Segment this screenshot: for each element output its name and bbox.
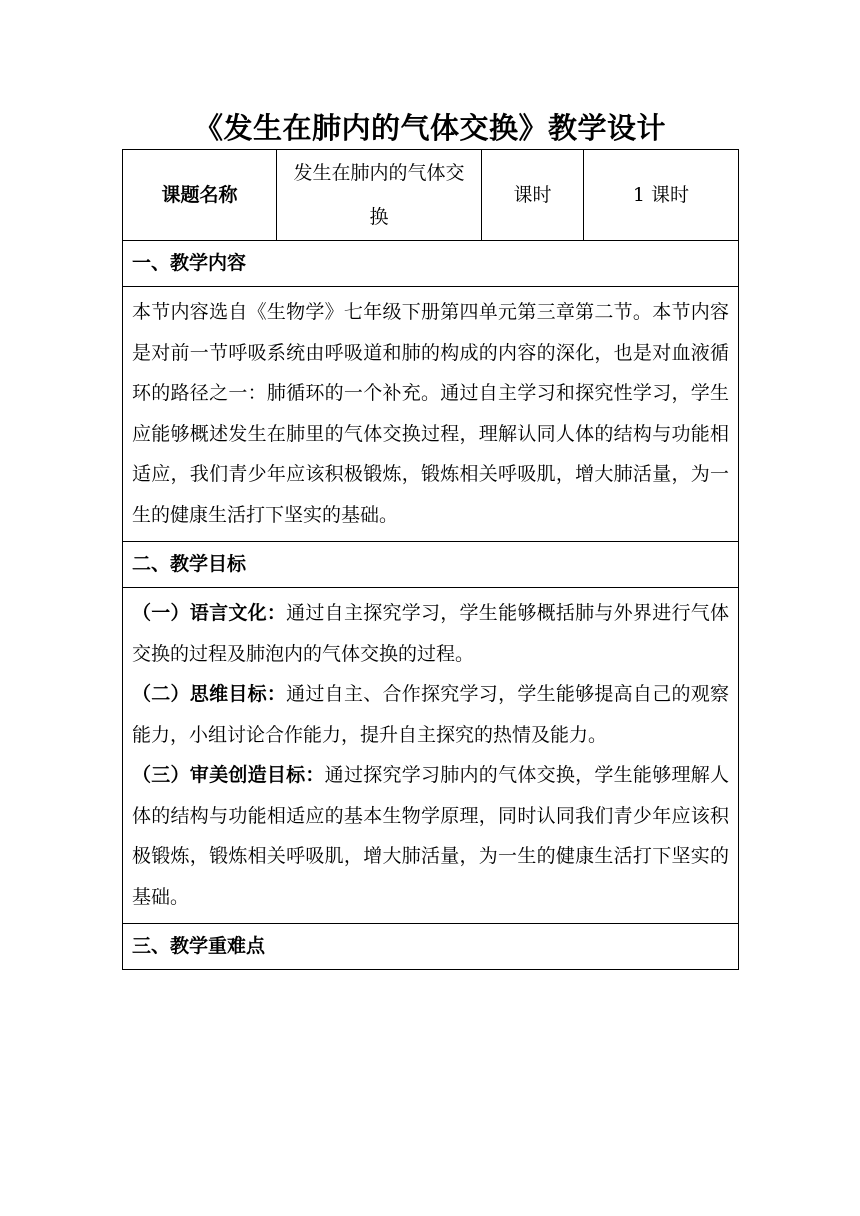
section-heading-objectives: 二、教学目标: [123, 542, 739, 588]
objectives-body-cell: [123, 588, 739, 924]
objective-item: [132, 674, 729, 755]
content-body-cell: [123, 287, 739, 542]
objective-text: 通过探究学习肺内的气体交换，学生能够理解人体的结构与功能相适应的基本生物学原理，同时认同我们青少年应该积极锻炼，锻炼相关呼吸肌，增大肺活量，为一生的健康生活打下坚实的基础。: [132, 764, 729, 908]
section-heading-content: 一、教学内容: [123, 241, 739, 287]
objective-label: （三）审美创造目标：: [132, 764, 325, 786]
objective-label: （二）思维目标：: [132, 683, 287, 705]
objective-text: 通过自主探究学习，学生能够概括肺与外界进行气体交换的过程及肺泡内的气体交换的过程。: [132, 602, 729, 665]
topic-label: 课题名称: [123, 150, 277, 241]
document-title: 《发生在肺内的气体交换》教学设计: [193, 111, 666, 145]
objective-label: （一）语言文化：: [132, 602, 287, 624]
objective-item: [132, 755, 729, 917]
objective-item: [132, 593, 729, 674]
objective-text: 通过自主、合作探究学习，学生能够提高自己的观察能力，小组讨论合作能力，提升自主探究的热情及能力。: [132, 683, 729, 746]
header-row: [123, 150, 739, 241]
content-paragraph: 本节内容选自《生物学》七年级下册第四单元第三章第二节。本节内容是对前一节呼吸系统由呼吸道和肺的构成的内容的深化，也是对血液循环的路径之一：肺循环的一个补充。通过自主学习和探究性学习，学生应能够概述发生在肺里的气体交换过程，理解认同人体的结构与功能相适应，我们青少年应该积极锻炼，锻炼相关呼吸肌，增大肺活量，为一生的健康生活打下坚实的基础。: [132, 301, 729, 526]
topic-value: 发生在肺内的气体交换: [277, 150, 482, 241]
section-heading-key-points: 三、教学重难点: [123, 924, 739, 970]
period-value: 1 课时: [584, 150, 739, 241]
lesson-plan-table: [122, 149, 739, 970]
period-label: 课时: [482, 150, 584, 241]
